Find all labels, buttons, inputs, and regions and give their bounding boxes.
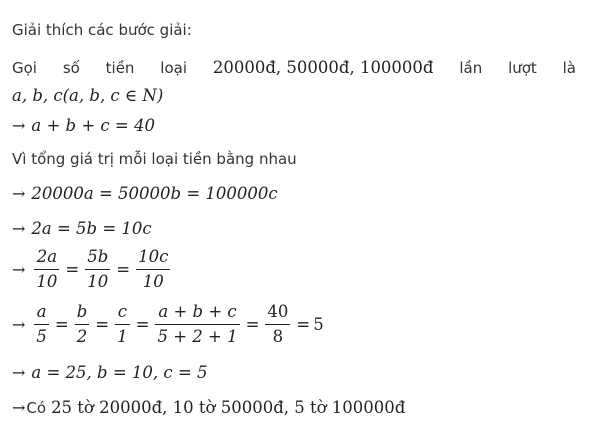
result-equation-line	[12, 363, 576, 382]
intro-word: lần	[459, 59, 483, 77]
arrow-symbol: →	[12, 184, 26, 203]
intro-amounts: 20000đ, 50000đ, 100000đ	[212, 58, 434, 77]
equals-sign: =	[116, 260, 131, 279]
fraction-denominator: 1	[117, 327, 128, 346]
fraction	[34, 303, 49, 346]
arrow-symbol: →	[12, 219, 26, 238]
fraction-denominator: 2	[76, 327, 88, 346]
variables-line: a, b, c(a, b, c ∈ N)	[12, 86, 164, 105]
arrow-symbol: →	[12, 398, 26, 417]
fraction-numerator: a + b + c	[158, 302, 237, 321]
conclusion-prefix: Có	[26, 399, 47, 417]
solution-heading: Giải thích các bước giải:	[12, 21, 192, 39]
equals-sign: =	[296, 315, 311, 334]
fraction-numerator: 10c	[138, 247, 169, 266]
conclusion-line	[12, 398, 576, 417]
value-equation-line	[12, 184, 576, 203]
fraction	[115, 303, 130, 346]
equals-sign: =	[65, 260, 80, 279]
value-equation: 20000a = 50000b = 100000c	[31, 184, 278, 203]
fraction-numerator: b	[76, 302, 88, 321]
fraction-denominator: 8	[272, 327, 284, 346]
intro-word: lượt	[508, 59, 537, 77]
fraction-numerator: a	[36, 302, 47, 321]
sum-equation-line	[12, 116, 576, 135]
intro-word: tiền	[105, 59, 135, 77]
fraction-numerator: 40	[267, 302, 289, 321]
fraction	[34, 248, 59, 291]
fraction-step-line	[12, 248, 576, 291]
fraction	[265, 303, 290, 346]
fraction-denominator: 10	[36, 272, 58, 291]
fraction-numerator: 2a	[36, 247, 58, 266]
fraction-numerator: c	[117, 302, 127, 321]
result-equation: a = 25, b = 10, c = 5	[31, 363, 208, 382]
fraction-denominator: 5	[36, 327, 47, 346]
fraction-numerator: 5b	[87, 247, 109, 266]
equal-value-text: Vì tổng giá trị mỗi loại tiền bằng nhau	[12, 150, 297, 168]
equals-sign: =	[135, 315, 150, 334]
equals-sign: =	[245, 315, 260, 334]
intro-word: loại	[160, 59, 188, 77]
intro-word: số	[62, 59, 80, 77]
sum-equation: a + b + c = 40	[31, 116, 155, 135]
fraction-denominator: 5 + 2 + 1	[157, 327, 238, 346]
arrow-symbol: →	[12, 315, 26, 334]
intro-word: Gọi	[12, 59, 37, 77]
fraction	[155, 303, 239, 346]
ratio-step-line	[12, 303, 576, 346]
simplified-equation: 2a = 5b = 10c	[31, 219, 152, 238]
arrow-symbol: →	[12, 363, 26, 382]
intro-word: là	[562, 59, 576, 77]
conclusion-math: 25 tờ 20000đ, 10 tờ 50000đ, 5 tờ 100000đ	[51, 398, 406, 417]
arrow-symbol: →	[12, 116, 26, 135]
fraction-denominator: 10	[87, 272, 109, 291]
simplified-equation-line	[12, 219, 576, 238]
fraction	[136, 248, 170, 291]
fraction	[75, 303, 90, 346]
equals-sign: =	[95, 315, 110, 334]
arrow-symbol: →	[12, 260, 26, 279]
equals-sign: =	[54, 315, 69, 334]
fraction-denominator: 10	[142, 272, 164, 291]
fraction	[85, 248, 110, 291]
intro-line	[12, 58, 576, 77]
ratio-result: 5	[313, 315, 324, 334]
